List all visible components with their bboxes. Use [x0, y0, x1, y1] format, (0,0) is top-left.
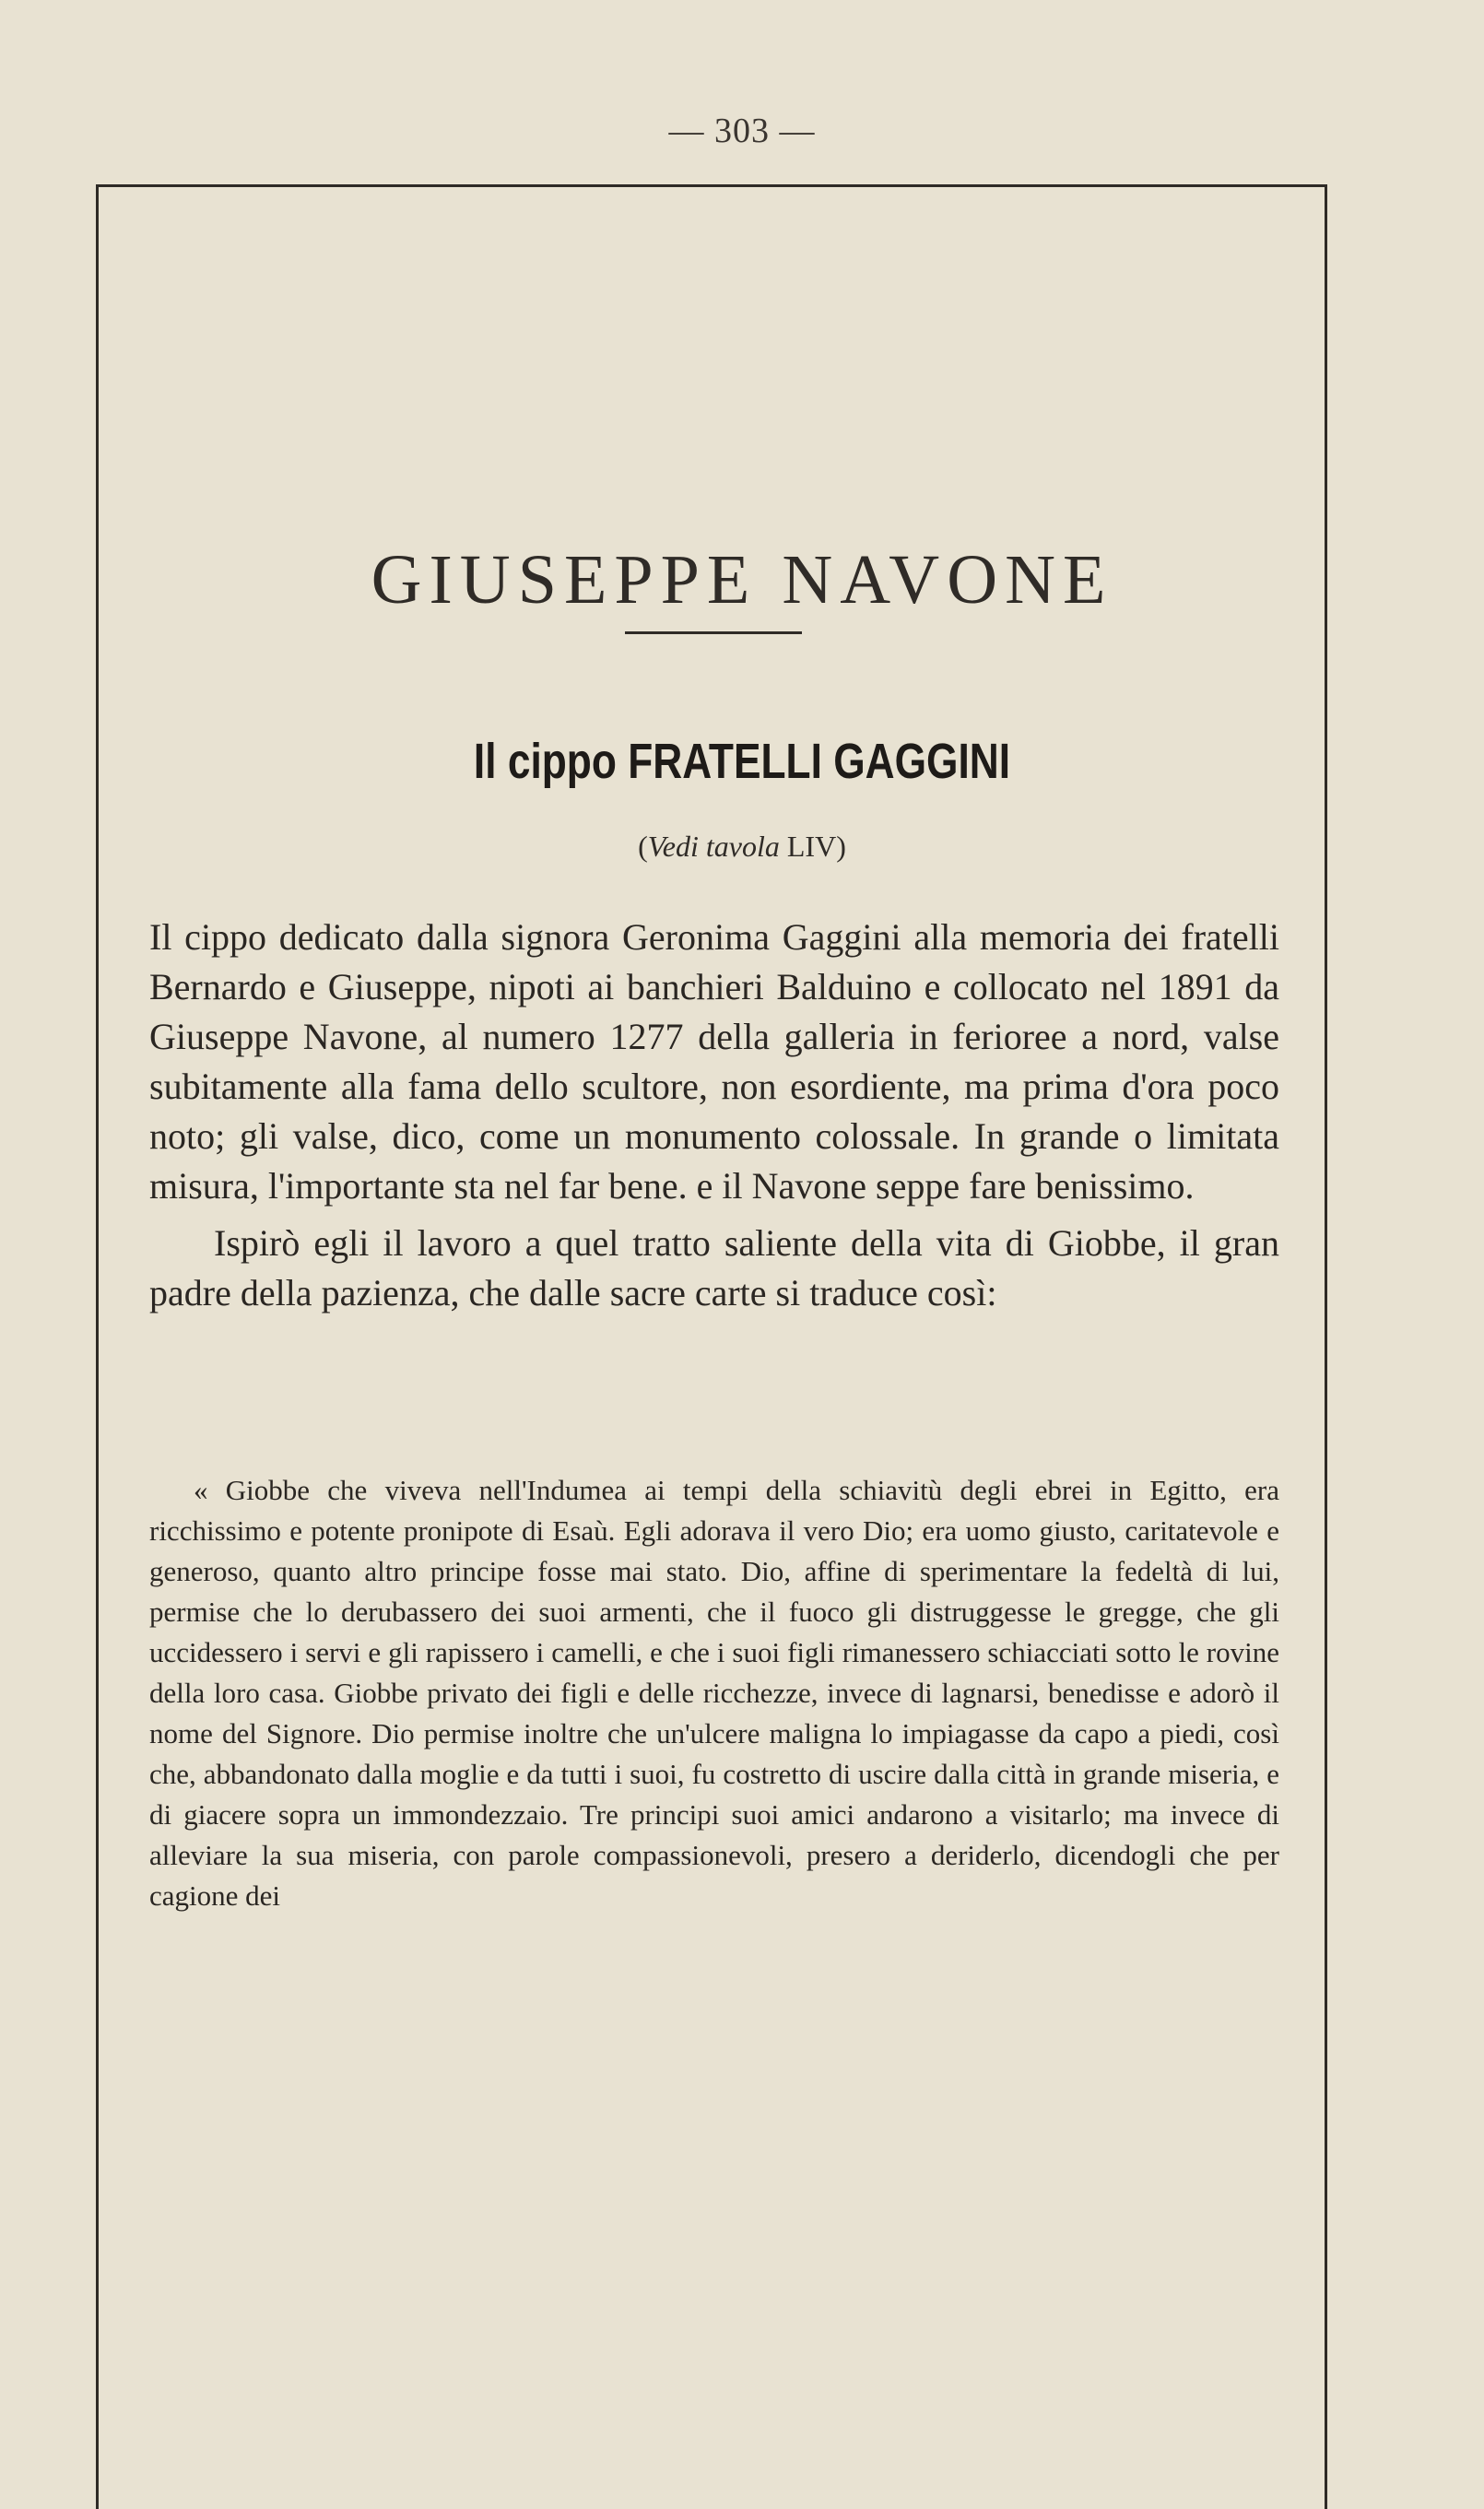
author-heading: GIUSEPPE NAVONE	[371, 540, 1113, 618]
plate-reference-number: LIV)	[779, 830, 846, 863]
quoted-passage	[149, 1470, 1279, 1916]
paragraph-2: Ispirò egli il lavoro a quel tratto saliente della vita di Giobbe, il gran padre della pazienza, che dalle sacre carte si traduce così:	[149, 1222, 1279, 1313]
body-text	[149, 913, 1279, 1318]
section-title: Il cippo FRATELLI GAGGINI	[473, 734, 1011, 789]
quote-text: « Giobbe che viveva nell'Indumea ai tempi della schiavitù degli ebrei in Egitto, era ricchissimo e potente pronipote di Esaù. Egli adorava il vero Dio; era uomo giusto, caritatevole e generoso, quanto altro principe fosse mai stato. Dio, affine di sperimentare la fedeltà di lui, permise che lo derubassero dei suoi armenti, che il fuoco gli distruggesse le gregge, che gli uccidessero i servi e gli rapissero i camelli, e che i suoi figli rimanessero schiacciati sotto le rovine della loro casa. Giobbe privato dei figli e delle ricchezze, invece di lagnarsi, benedisse e adorò il nome del Signore. Dio permise inoltre che un'ulcere maligna lo impiagasse da capo a piedi, così che, abbandonato dalla moglie e da tutti i suoi, fu costretto di uscire dalla città in grande miseria, e di giacere sopra un immondezzaio. Tre principi suoi amici andarono a visitarlo; ma invece di alleviare la sua miseria, con parole compassionevoli, presero a deriderlo, dicendogli che per cagione dei	[149, 1474, 1279, 1912]
plate-open-paren: (	[638, 830, 648, 863]
page-frame	[96, 184, 1327, 2509]
plate-reference	[0, 830, 1484, 864]
plate-reference-label: Vedi tavola	[647, 830, 780, 863]
page-number: — 303 —	[668, 112, 816, 150]
heading-divider	[625, 631, 802, 634]
paragraph-1: Il cippo dedicato dalla signora Geronima Gaggini alla memoria dei fratelli Bernardo e Giuseppe, nipoti ai banchieri Balduino e collocato nel 1891 da Giuseppe Navone, al numero 1277 della galleria in ferioree a nord, valse subitamente alla fama dello scultore, non esordiente, ma prima d'ora poco noto; gli valse, dico, come un monumento colossale. In grande o limitata misura, l'importante sta nel far bene. e il Navone seppe fare benissimo.	[149, 916, 1279, 1207]
